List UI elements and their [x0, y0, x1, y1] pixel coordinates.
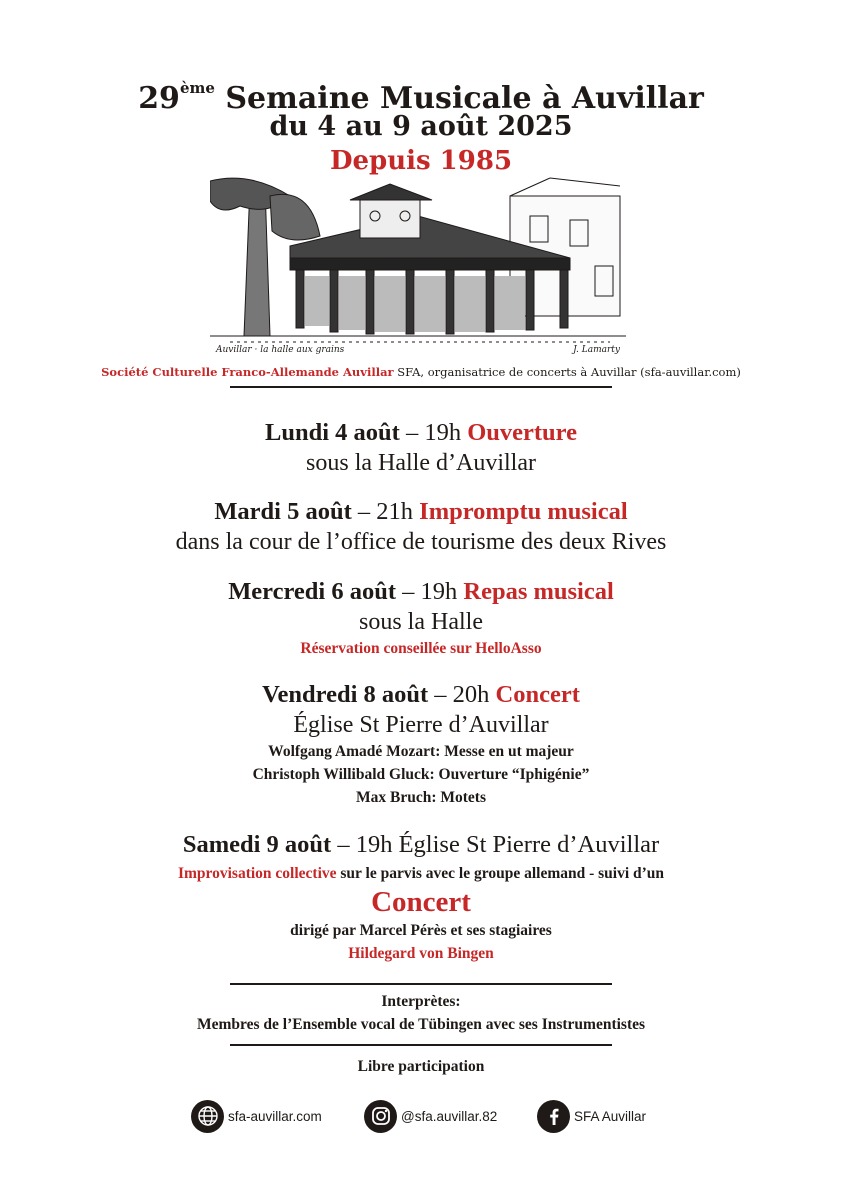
program-item: Wolfgang Amadé Mozart: Messe en ut majeur	[268, 743, 574, 760]
event-time: – 20h	[428, 681, 490, 708]
facebook-text: SFA Auvillar	[574, 1108, 647, 1124]
globe-icon	[191, 1100, 224, 1133]
conductor-line: dirigé par Marcel Pérès et ses stagiaires	[290, 922, 552, 939]
event-place: dans la cour de l’office de tourisme des deux Rives	[175, 529, 667, 555]
event-wednesday	[0, 577, 842, 660]
performers-block	[0, 990, 842, 1036]
event-time: – 21h	[351, 498, 414, 525]
improvisation-text: sur le parvis avec le groupe allemand - suivi d’un	[336, 865, 665, 882]
divider-top	[230, 386, 612, 388]
event-title: Repas musical	[463, 578, 614, 605]
website-text: sfa-auvillar.com	[228, 1108, 322, 1124]
event-title: Impromptu musical	[419, 498, 628, 525]
edition-number: 29	[138, 81, 180, 116]
divider-middle	[230, 983, 612, 985]
admission-block	[0, 1055, 842, 1078]
performers-label: Interprètes:	[381, 993, 461, 1010]
event-tuesday	[0, 497, 842, 557]
organizer-line	[0, 364, 842, 380]
organizer-name: Société Culturelle Franco-Allemande Auvillar	[101, 365, 394, 379]
social-links	[0, 1098, 842, 1138]
admission-text: Libre participation	[357, 1058, 485, 1075]
facebook-icon	[537, 1100, 570, 1133]
event-title: Ouverture	[467, 419, 577, 446]
event-friday	[0, 680, 842, 809]
market-hall-sketch	[210, 176, 626, 356]
title-text: Semaine Musicale à Auvillar	[225, 81, 704, 116]
program-item: Max Bruch: Motets	[356, 789, 486, 806]
event-place: sous la Halle d’Auvillar	[306, 450, 536, 476]
sketch-caption-left: Auvillar · la halle aux grains	[216, 345, 345, 355]
divider-bottom	[230, 1044, 612, 1046]
event-day: Mercredi 6 août	[228, 578, 397, 605]
event-monday	[0, 418, 842, 478]
instagram-link[interactable]	[364, 1098, 497, 1134]
event-place: sous la Halle	[359, 609, 483, 635]
performers-text: Membres de l’Ensemble vocal de Tübingen avec ses Instrumentistes	[196, 1016, 646, 1033]
website-link[interactable]	[191, 1098, 322, 1134]
instagram-text: @sfa.auvillar.82	[401, 1108, 498, 1124]
composer-line: Hildegard von Bingen	[348, 945, 494, 962]
event-day: Samedi 9 août	[182, 831, 332, 858]
event-place: Église St Pierre d’Auvillar	[293, 712, 549, 738]
edition-suffix: ème	[179, 79, 215, 97]
since-year: Depuis 1985	[329, 146, 513, 176]
concert-heading: Concert	[371, 886, 471, 918]
program-item: Christoph Willibald Gluck: Ouverture “Iphigénie”	[252, 766, 590, 783]
event-time: – 19h	[396, 578, 458, 605]
festival-dates: du 4 au 9 août 2025	[269, 111, 573, 142]
event-day: Lundi 4 août	[265, 419, 400, 446]
event-day: Mardi 5 août	[214, 498, 352, 525]
event-day: Vendredi 8 août	[262, 681, 429, 708]
instagram-icon	[364, 1100, 397, 1133]
sketch-caption-right: J. Lamarty	[573, 345, 620, 355]
event-time: – 19h	[399, 419, 462, 446]
event-time-place: – 19h Église St Pierre d’Auvillar	[331, 831, 660, 858]
organizer-details: SFA, organisatrice de concerts à Auvillar (sfa-auvillar.com)	[397, 365, 741, 379]
event-title: Concert	[495, 681, 580, 708]
reservation-note: Réservation conseillée sur HelloAsso	[300, 640, 542, 657]
event-saturday	[0, 830, 842, 965]
improvisation-label: Improvisation collective	[177, 865, 337, 882]
facebook-link[interactable]	[537, 1098, 646, 1134]
